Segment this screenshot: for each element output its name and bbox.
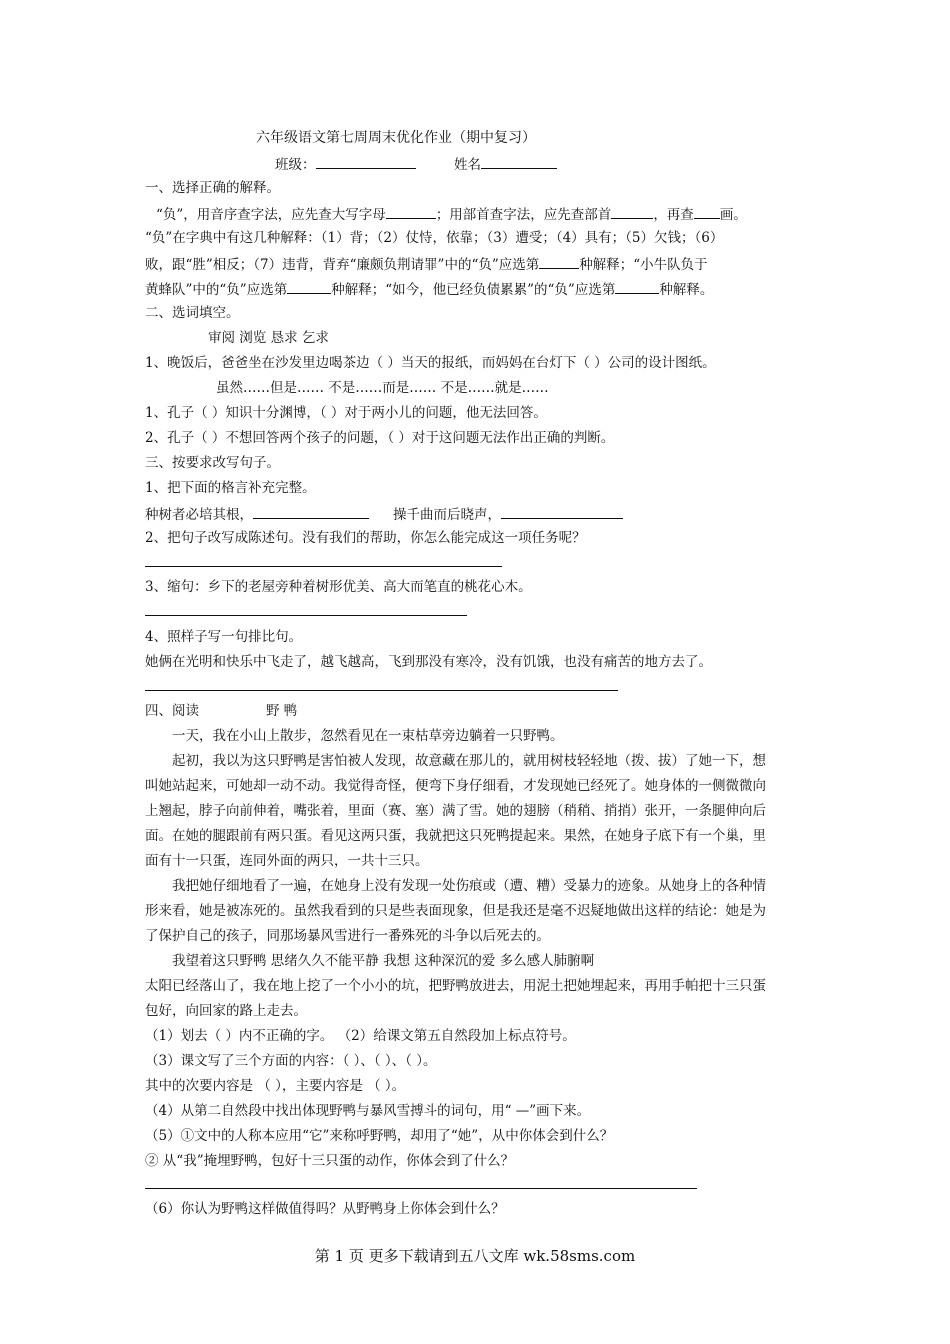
section1-heading: 一、选择正确的解释。 — [145, 180, 280, 196]
paragraph-5-line: 太阳已经落山了，我在地上挖了一个小小的坑，把野鸭放进去，用泥土把她埋起来，再用手帕把十三只蛋 — [145, 978, 766, 994]
proverb-blank-1[interactable] — [253, 504, 369, 519]
paragraph-3-line: 形来看，她是被冻死的。虽然我看到的只是些表面现象，但是我还是毫不迟疑地做出这样的结论：她是为 — [145, 903, 766, 919]
page-footer: 第 1 页 更多下载请到五八文库 wk.58sms.com — [314, 1247, 636, 1265]
conjunction-bank: 虽然……但是…… 不是……而是…… 不是……就是…… — [216, 380, 549, 396]
text: 种解释；“如今，他已经负债累累”的“负”应选第 — [331, 282, 616, 298]
section2-q2: 1、孔子（ ）知识十分渊博，（ ）对于两小儿的问题，他无法回答。 — [145, 405, 547, 421]
answer-blank[interactable] — [287, 279, 331, 294]
answer-blank[interactable] — [611, 204, 653, 219]
reading-q3: （3）课文写了三个方面的内容：（ ）、（ ）、（ ）。 — [145, 1053, 437, 1069]
name-blank[interactable] — [481, 154, 557, 169]
paragraph-5-line: 包好，向回家的路上走去。 — [145, 1003, 307, 1019]
proverb-line — [145, 504, 623, 524]
name-field — [454, 154, 557, 174]
paragraph-2-line: 叫她站起来，可她却一动不动。我觉得奇怪，便弯下身仔细看，才发现她已经死了。她身体的一侧微微向 — [145, 778, 766, 794]
section1-line1 — [156, 204, 747, 224]
reading-q5b: ② 从“我”掩埋野鸭，包好十三只蛋的动作，你体会到了什么？ — [145, 1153, 515, 1169]
section1-line3 — [145, 254, 708, 274]
text: 黄蜂队”中的“负”应选第 — [145, 282, 288, 298]
reading-q4: （4）从第二自然段中找出体现野鸭与暴风雪搏斗的词句，用“ —”画下来。 — [145, 1103, 591, 1119]
text: 种解释；“小牛队负于 — [579, 257, 708, 273]
section1-line2: “负”在字典中有这几种解释：（1）背；（2）仗恃，依靠；（3）遭受；（4）具有；（5）欠钱；（6） — [145, 230, 724, 246]
word-bank: 审阅 浏览 恳求 乞求 — [208, 330, 329, 346]
proverb-blank-2[interactable] — [501, 504, 623, 519]
paragraph-3-line: 我把她仔细地看了一遍，在她身上没有发现一处伤痕或（遭、糟）受暴力的迹象。从她身上的各种情 — [172, 878, 766, 894]
paragraph-3-line: 了保护自己的孩子，同那场暴风雪进行一番殊死的斗争以后死去的。 — [145, 928, 550, 944]
class-label: 班级： — [275, 157, 316, 173]
answer-blank[interactable] — [386, 204, 436, 219]
section3-q1: 1、把下面的格言补充完整。 — [145, 480, 316, 496]
text: 种解释。 — [659, 282, 714, 298]
reading-q3b: 其中的次要内容是 （ ），主要内容是 （ ）。 — [145, 1078, 406, 1094]
story-title: 野 鸭 — [266, 703, 298, 719]
paragraph-1: 一天，我在小山上散步，忽然看见在一束枯草旁边躺着一只野鸭。 — [172, 728, 564, 744]
paragraph-2-line: 起初，我以为这只野鸭是害怕被人发现，故意藏在那儿的，就用树枝轻轻地（拨、拔）了她一下，想 — [172, 753, 766, 769]
paragraph-2-line: 上翘起，脖子向前伸着，嘴张着，里面（赛、塞）满了雪。她的翅膀（稍稍、捎捎）张开，一条腿伸向后 — [145, 803, 766, 819]
answer-line[interactable] — [145, 1188, 697, 1189]
paragraph-4: 我望着这只野鸭 思绪久久不能平静 我想 这种深沉的爱 多么感人肺腑啊 — [172, 953, 595, 969]
section2-heading: 二、选词填空。 — [145, 305, 240, 321]
text: “负”，用音序查字法，应先查大写字母 — [156, 207, 386, 223]
class-field — [275, 154, 416, 174]
answer-line[interactable] — [145, 566, 502, 567]
name-label: 姓名 — [454, 157, 481, 173]
class-blank[interactable] — [316, 154, 416, 169]
section3-q4: 4、照样子写一句排比句。 — [145, 629, 303, 645]
reading-q1: （1）划去（ ）内不正确的字。 （2）给课文第五自然段加上标点符号。 — [145, 1028, 576, 1044]
paragraph-2-line: 面。在她的腿跟前有两只蛋。看见这两只蛋，我就把这只死鸭提起来。果然，在她身子底下有一个巢，里 — [145, 828, 766, 844]
section3-q2: 2、把句子改写成陈述句。没有我们的帮助，你怎么能完成这一项任务呢？ — [145, 530, 586, 546]
text: ，再查 — [653, 207, 694, 223]
answer-line[interactable] — [145, 615, 467, 616]
section1-line4 — [145, 279, 713, 299]
answer-blank[interactable] — [694, 204, 720, 219]
reading-q6: （6）你认为野鸭这样做值得吗？从野鸭身上你体会到什么？ — [145, 1201, 505, 1217]
paragraph-2-line: 面有十一只蛋，连同外面的两只，一共十三只。 — [145, 853, 429, 869]
section3-heading: 三、按要求改写句子。 — [145, 455, 280, 471]
proverb-first: 种树者必培其根， — [145, 507, 253, 523]
section3-q3: 3、缩句：乡下的老屋旁种着树形优美、高大而笔直的桃花心木。 — [145, 579, 532, 595]
section2-q1: 1、晚饭后，爸爸坐在沙发里边喝茶边（ ）当天的报纸，而妈妈在台灯下（ ）公司的设计图纸。 — [145, 355, 716, 371]
proverb-second: 操千曲而后晓声， — [393, 507, 501, 523]
example-sentence: 她俩在光明和快乐中飞走了，越飞越高，飞到那没有寒冷，没有饥饿，也没有痛苦的地方去了。 — [145, 654, 712, 670]
section2-q3: 2、孔子（ ）不想回答两个孩子的问题，（ ）对于这问题无法作出正确的判断。 — [145, 430, 615, 446]
answer-blank[interactable] — [615, 279, 659, 294]
answer-blank[interactable] — [539, 254, 579, 269]
page-title: 六年级语文第七周周末优化作业（期中复习） — [256, 130, 536, 146]
section4-heading: 四、阅读 — [145, 703, 199, 719]
text: ；用部首查字法，应先查部首 — [435, 207, 612, 223]
answer-line[interactable] — [145, 690, 618, 691]
reading-q5: （5）①文中的人称本应用“它”来称呼野鸭，却用了“她”，从中你体会到什么？ — [145, 1128, 614, 1144]
text: 败，跟“胜”相反；（7）违背，背弃“廉颇负荆请罪”中的“负”应选第 — [145, 257, 540, 273]
text: 画。 — [719, 207, 747, 223]
